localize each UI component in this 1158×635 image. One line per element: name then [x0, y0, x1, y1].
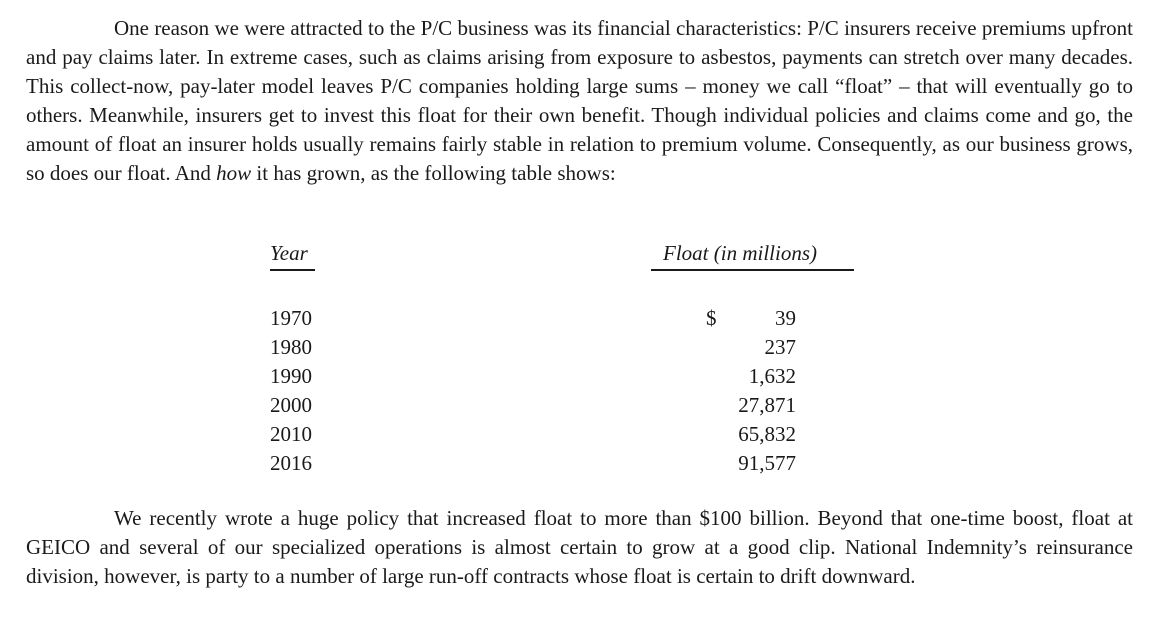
intro-paragraph-text: One reason we were attracted to the P/C business was its financial characteristics: P/C insurers receive premiums upfront and pay claims later. In extreme cases, such as claims arising from exposure to asbestos, payments can stretch over many decades. This collect-now, pay-later model leaves P/C companies holding large sums – money we call “float” – that will eventually go to others. Meanwhile, insurers get to invest this float for their own benefit. Though individual policies and claims come and go, the amount of float an insurer holds usually remains fairly stable in relation to premium volume. Consequently, as our business grows, so does our float. And — [26, 16, 1133, 185]
year-cell: 1980 — [270, 335, 312, 359]
year-cell: 1990 — [270, 364, 312, 388]
float-cell: 237 — [764, 335, 796, 359]
float-cell: 39 — [775, 306, 796, 330]
table-row — [0, 420, 1158, 449]
year-cell: 2010 — [270, 422, 312, 446]
float-column-header: Float (in millions) — [663, 241, 817, 265]
table-row — [0, 304, 1158, 333]
year-cell: 2000 — [270, 393, 312, 417]
table-row — [0, 362, 1158, 391]
float-table — [0, 238, 1158, 488]
intro-paragraph-tail: it has grown, as the following table shows: — [251, 161, 616, 185]
year-header-underline — [270, 269, 315, 271]
float-cell: 27,871 — [738, 393, 796, 417]
intro-paragraph-emphasis: how — [216, 161, 252, 185]
year-column-header: Year — [270, 241, 308, 265]
followup-paragraph — [26, 504, 1133, 591]
table-row — [0, 449, 1158, 478]
float-cell: 91,577 — [738, 451, 796, 475]
year-cell: 2016 — [270, 451, 312, 475]
float-cell: 65,832 — [738, 422, 796, 446]
table-row — [0, 391, 1158, 420]
table-row — [0, 333, 1158, 362]
float-cell: 1,632 — [748, 364, 796, 388]
year-cell: 1970 — [270, 306, 312, 330]
currency-symbol: $ — [706, 306, 717, 330]
float-header-underline — [651, 269, 854, 271]
intro-paragraph — [26, 14, 1133, 188]
followup-paragraph-text: We recently wrote a huge policy that increased float to more than $100 billion. Beyond that one-time boost, float at GEICO and several of our specialized operations is almost certain to grow at a good clip. National Indemnity’s reinsurance division, however, is party to a number of large run-off contracts whose float is certain to drift downward. — [26, 506, 1133, 588]
